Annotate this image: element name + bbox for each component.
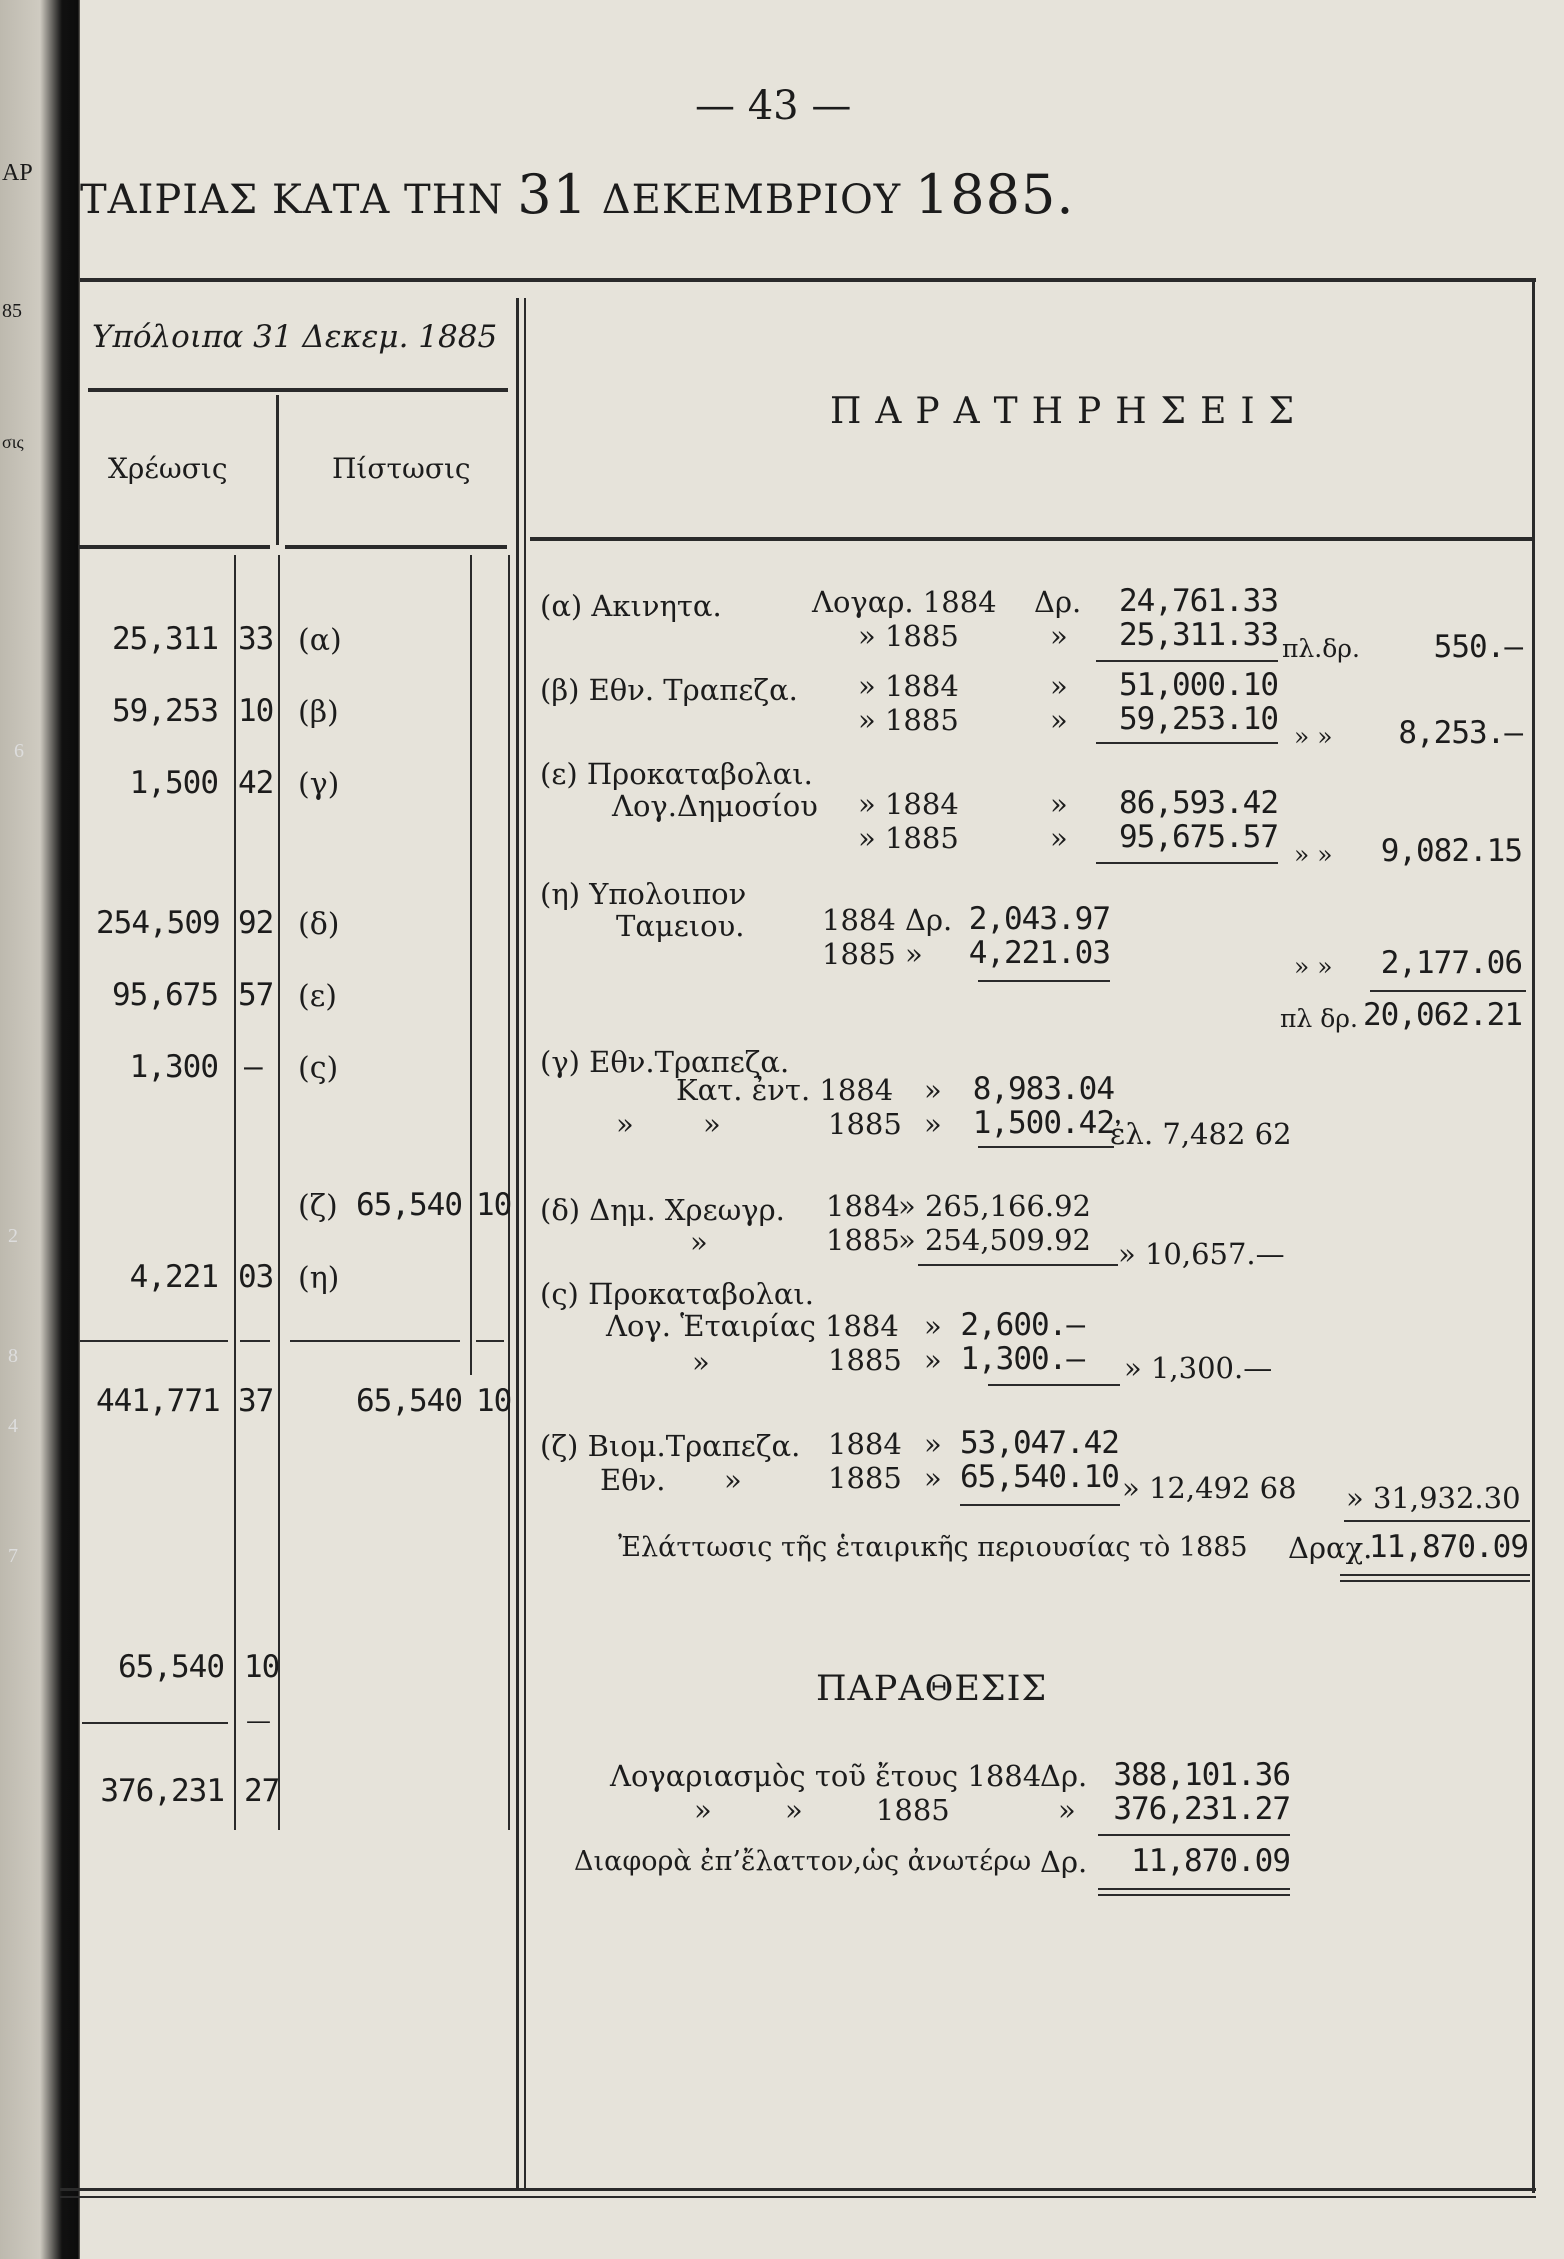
debit-header: Χρέωσις [108,452,228,485]
remark-h-label2: Ταμειου. [616,909,745,943]
row-mark: (δ) [298,907,340,942]
remark-h-label: (η) Υπολοιπον [540,877,747,911]
debit-cents: 42 [238,765,274,801]
spine-fragment: 4 [8,1415,18,1437]
debit-value: 1,500 [129,765,218,801]
debit-cents: 03 [238,1259,274,1295]
remark-z-v1884: 53,047.42 [960,1425,1119,1461]
remark-d-y1885: 1885 [826,1223,900,1257]
remark-h-v1884: 2,043.97 [968,901,1110,937]
remark-s-sub: Λογ. Ἑταιρίας 1884 [606,1309,899,1343]
debit-header-rule [78,545,270,549]
credit-header: Πίστωσις [332,452,471,485]
remark-d-diff: » 10,657.— [1118,1237,1285,1271]
remark-d-label: (δ) Δημ. Χρεωγρ. [540,1193,785,1227]
remark-a-label: (α) Ακινητα. [540,589,722,623]
remark-g-diff: ἐλ. 7,482 62 [1110,1117,1292,1151]
column-divider-2 [524,298,526,2190]
parathesis-row2-value: 376,231.27 [1113,1791,1290,1827]
row-mark: (β) [298,695,339,730]
parathesis-row3-currency: Δρ. [1040,1845,1088,1879]
net-rule [82,1722,228,1724]
less-value: 65,540 [118,1649,224,1685]
title-prefix: ΤΑΙΡΙΑΣ ΚΑΤΑ ΤΗΝ [80,177,504,223]
remark-b-ditto: » [1050,669,1068,703]
remark-z-ditto: » [724,1463,742,1497]
page-number: — 43 — [695,83,852,129]
parathesis-row1-currency: Δρ. [1040,1759,1088,1793]
remark-s-label: (ς) Προκαταβολαι. [540,1277,814,1311]
remark-e-y1885: » 1885 [858,821,959,855]
remark-e-ditto: » [1050,787,1068,821]
remark-z-label: (ζ) Βιομ.Τραπεζα. [540,1429,801,1463]
debit-value: 25,311 [112,621,218,657]
remark-h-y1885: 1885 » [822,937,923,971]
book-spine [0,0,80,2259]
remark-a-rule [1096,660,1278,662]
remark-b-label: (β) Εθν. Τραπεζα. [540,673,798,707]
debit-total: 441,771 [96,1383,220,1419]
remark-h-v1885: 4,221.03 [968,935,1110,971]
remark-s-ditto: » [692,1345,710,1379]
remark-d-v1884: » 265,166.92 [898,1189,1092,1223]
heading-rule [88,388,508,392]
remark-z-ditto: » [924,1461,942,1495]
remark-e-y1884: » 1884 [858,787,959,821]
sum-rule [240,1340,270,1342]
remark-s-v1885: 1,300.— [960,1341,1084,1377]
remark-b-rule [1096,742,1278,744]
subtotal-value: 20,062.21 [1363,997,1522,1033]
header-divider [276,395,279,545]
remark-b-v1885: 59,253.10 [1119,701,1278,737]
spine-fragment: 2 [8,1225,18,1247]
sum-rule [80,1340,228,1342]
decrease-rule-2 [1340,1580,1530,1582]
spine-fragment: 7 [8,1545,18,1567]
remark-e-diff: 9,082.15 [1380,833,1522,869]
remark-a-v1885: 25,311.33 [1119,617,1278,653]
remark-b-v1884: 51,000.10 [1119,667,1278,703]
debit-total-cents: 37 [238,1383,274,1419]
frame-bottom [60,2188,1536,2191]
net-cents: 27 [244,1773,280,1809]
remark-b-ditto-marks: » » [1294,722,1333,751]
remark-z-y1884: 1884 [828,1427,902,1461]
remark-e-ditto-marks: » » [1294,840,1333,869]
title-year: 1885. [914,163,1075,226]
parathesis-row1-value: 388,101.36 [1113,1757,1290,1793]
credit-header-rule [285,545,507,549]
frame-top [80,278,1536,282]
remark-a-acct: Λογαρ. 1884 [812,585,997,619]
debit-value: 59,253 [112,693,218,729]
debit-cents: 57 [238,977,274,1013]
parathesis-row2-currency: » [1058,1793,1076,1827]
decrease-value: 11,870.09 [1369,1529,1528,1565]
column-divider [516,298,519,2190]
row-mark: (η) [298,1261,340,1296]
remarks-heading-rule [530,537,1532,541]
parathesis-rule [1098,1834,1290,1836]
credit-total: 65,540 [356,1383,462,1419]
remark-h-diff: 2,177.06 [1380,945,1522,981]
decrease-rule-1 [1340,1574,1530,1576]
debit-value: 254,509 [96,905,220,941]
page-title [80,163,1075,226]
spine-fragment: σις [2,432,24,452]
remark-g-y1885: 1885 [828,1107,902,1141]
net-rule-dash: — [246,1706,271,1735]
parathesis-heading: ΠΑΡΑΘΕΣΙΣ [816,1669,1048,1709]
remark-b-ditto: » [1050,703,1068,737]
sum-rule [290,1340,460,1342]
remark-a-diff-label: πλ.δρ. [1282,634,1360,663]
remark-s-rule [988,1384,1120,1386]
remark-z-label2: Εθν. [600,1463,666,1497]
debit-cents: 33 [238,621,274,657]
credit-value: 65,540 [356,1187,462,1223]
row-mark: (ε) [298,979,337,1014]
remark-s-v1884: 2,600.— [960,1307,1084,1343]
row-mark: (α) [298,623,342,658]
remark-a-dr: Δρ. [1034,585,1082,619]
debit-value: 1,300 [129,1049,218,1085]
remark-s-ditto: » [924,1309,942,1343]
left-heading: Υπόλοιπα 31 Δεκεμ. 1885 [92,319,498,355]
remark-e-rule [1096,862,1278,864]
title-month: ΔΕΚΕΜΒΡΙΟΥ [601,177,902,223]
row-mark: (γ) [298,767,340,802]
sum-rule [476,1340,504,1342]
remark-d-rule [918,1264,1118,1266]
remark-e-sub: Λογ.Δημοσίου [612,789,818,823]
remark-s-y1885: 1885 [828,1343,902,1377]
remark-b-y1884: » 1884 [858,669,959,703]
subtotal-rule [1370,990,1526,992]
remark-h-y1884: 1884 Δρ. [822,903,953,937]
less-cents: 10 [244,1649,280,1685]
debit-cents: 10 [238,693,274,729]
row-mark: (ζ) [298,1189,338,1224]
parathesis-row2-label: » » 1885 [694,1793,950,1827]
remarks-heading: ΠΑΡΑΤΗΡΗΣΕΙΣ [830,391,1309,432]
remark-g-sub: Κατ. ἐντ. 1884 [676,1073,894,1107]
debit-cents: 92 [238,905,274,941]
remark-z-y1885: 1885 [828,1461,902,1495]
remark-s-diff: » 1,300.— [1124,1351,1273,1385]
spine-fragment: ΑΡ [2,160,33,186]
remark-g-rule [978,1146,1114,1148]
remark-e-v1884: 86,593.42 [1119,785,1278,821]
remark-z-rule [960,1504,1120,1506]
remark-e-label: (ε) Προκαταβολαι. [540,757,813,791]
remark-h-rule [978,980,1110,982]
remark-z-v1885: 65,540.10 [960,1459,1119,1495]
remark-g-v1884: 8,983.04 [972,1071,1114,1107]
decrease-text: Ἐλάττωσις τῆς ἑταιρικῆς περιουσίας τὸ 1885 [618,1532,1248,1563]
parathesis-row1-label: Λογαριασμὸς τοῦ ἔτους 1884 [610,1759,1042,1793]
decrease-currency: Δραχ. [1288,1531,1373,1565]
remark-g-label: (γ) Εθν.Τραπεζα. [540,1045,790,1079]
remark-g-ditto-marks: » » [616,1107,721,1141]
remark-g-ditto: » [924,1107,942,1141]
spine-fragment: 6 [14,740,24,762]
remark-a-diff: 550.— [1433,629,1522,665]
remark-h-ditto-marks: » » [1294,952,1333,981]
credit-cents-line [470,555,472,1375]
debit-value: 95,675 [112,977,218,1013]
frame-right [1532,278,1535,2193]
parathesis-row3-value: 11,870.09 [1131,1843,1290,1879]
parathesis-double-rule-1 [1098,1888,1290,1890]
remark-a-y1885: » 1885 [858,619,959,653]
credit-total-cents: 10 [476,1383,512,1419]
spine-fragment: 85 [2,300,22,322]
remark-g-ditto: » [924,1073,942,1107]
remark-z-diff: » 12,492 68 [1122,1471,1297,1505]
row-mark: (ς) [298,1051,339,1086]
subtotal-label: πλ δρ. [1280,1004,1358,1033]
net-value: 376,231 [100,1773,224,1809]
debit-right-line [278,555,280,1830]
remark-a-v1884: 24,761.33 [1119,583,1278,619]
credit-cents: 10 [476,1187,512,1223]
remark-b-diff: 8,253.— [1398,715,1522,751]
title-day: 31 [517,163,589,226]
remark-d-v1885: » 254,509.92 [898,1223,1092,1257]
remark-a-ditto: » [1050,619,1068,653]
remark-b-y1885: » 1885 [858,703,959,737]
parathesis-double-rule-2 [1098,1894,1290,1896]
remark-z-ditto: » [924,1427,942,1461]
remark-s-ditto: » [924,1343,942,1377]
debit-value: 4,221 [129,1259,218,1295]
debit-cents-line [234,555,236,1830]
remark-g-v1885: 1,500.42 [972,1105,1114,1141]
remark-e-v1885: 95,675.57 [1119,819,1278,855]
parathesis-row3-label: Διαφορὰ ἐπ’ἔλαττον,ὡς ἀνωτέρω [574,1846,1032,1877]
remark-e-ditto: » [1050,821,1068,855]
remark-d-y1884: 1884 [826,1189,900,1223]
remark-d-ditto: » [690,1225,708,1259]
debit-cents: — [244,1049,262,1085]
column-total-rule [1344,1520,1530,1522]
frame-bottom-2 [60,2196,1536,2198]
column-total: » 31,932.30 [1346,1481,1521,1515]
spine-fragment: 8 [8,1345,18,1367]
